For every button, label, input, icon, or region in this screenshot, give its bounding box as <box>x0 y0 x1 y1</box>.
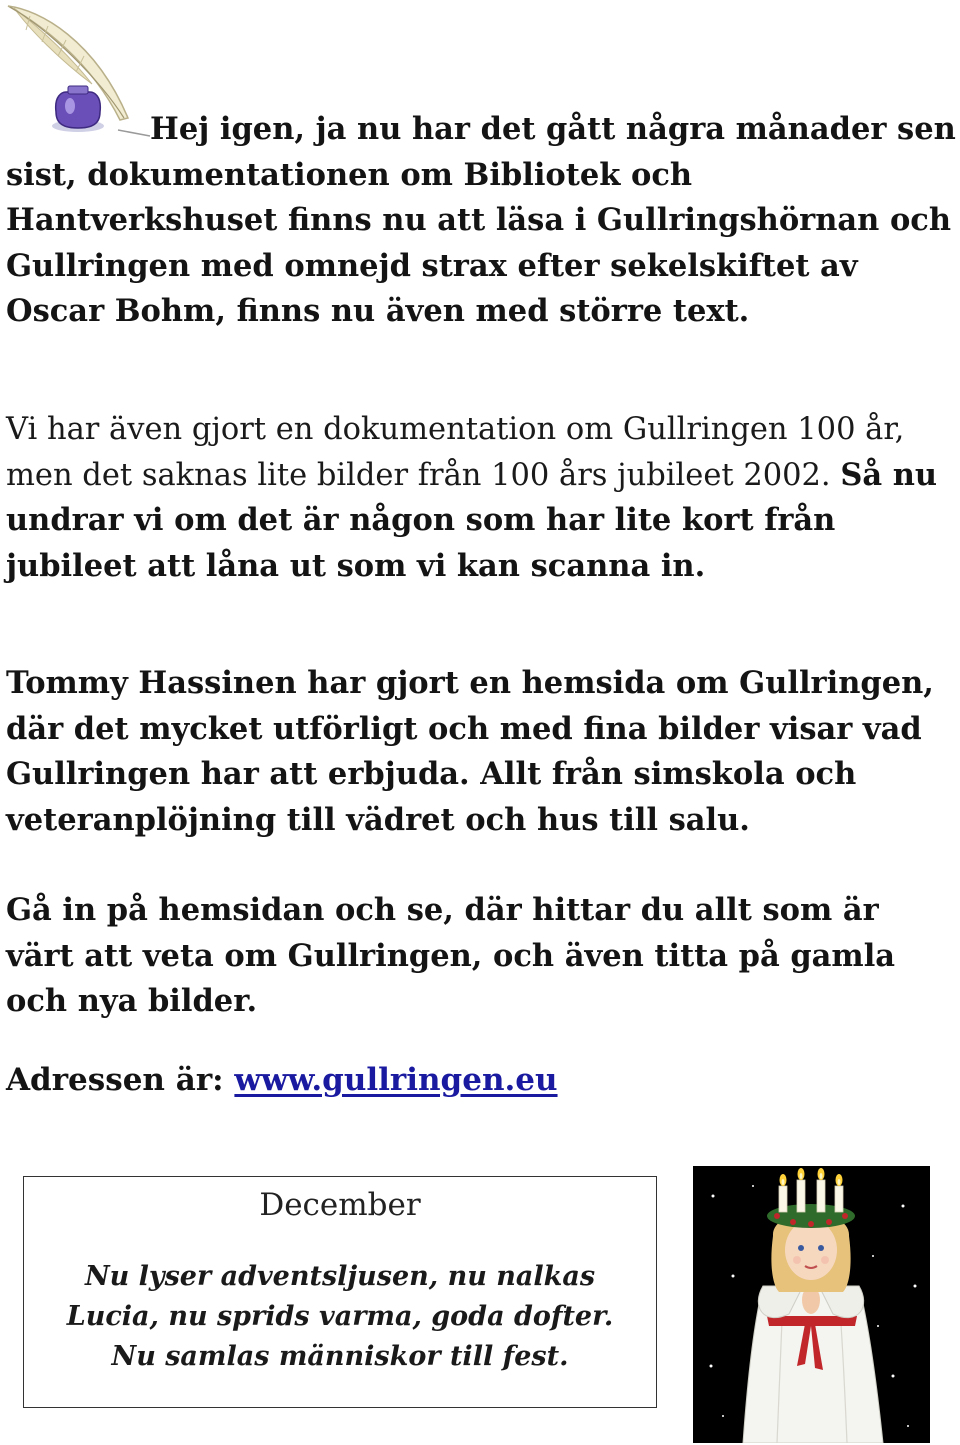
photo-request-text: Vi har även gjort en dokumentation om Gullringen 100 år, men det saknas lite bilder från 100 års jubileet 2002. <box>6 412 905 493</box>
december-poem <box>34 1257 646 1377</box>
poem-line: Nu samlas människor till fest. <box>111 1341 569 1372</box>
photo-request-paragraph <box>6 407 956 589</box>
address-line <box>6 1058 558 1103</box>
visit-paragraph: Gå in på hemsidan och se, där hittar du allt som är värt att veta om Gullringen, och även titta på gamla och nya bilder. <box>6 892 896 1019</box>
lucia-girl-illustration <box>693 1166 930 1443</box>
website-paragraph: Tommy Hassinen har gjort en hemsida om Gullringen, där det mycket utförligt och med fina bilder visar vad Gullringen har att erbjuda. Allt från simskola och veteranplöjning till vädret och hus till salu. <box>6 665 934 838</box>
intro-paragraph: Hej igen, ja nu har det gått några månader sen sist, dokumentationen om Bibliotek och Hantverkshuset finns nu att läsa i Gullringshörnan och Gullringen med omnejd strax efter sekelskiftet av Oscar Bohm, finns nu även med större text. <box>6 111 956 329</box>
poem-line: Nu lyser adventsljusen, nu nalkas <box>84 1261 596 1292</box>
photo-request-bold-text: Så nu undrar vi om det är någon som har lite kort från jubileet att låna ut som vi kan scanna in. <box>6 456 938 584</box>
december-title: December <box>259 1187 421 1223</box>
address-label: Adressen är: <box>6 1062 235 1098</box>
website-link[interactable]: www.gullringen.eu <box>234 1062 558 1098</box>
december-box <box>23 1176 657 1408</box>
poem-line: Lucia, nu sprids varma, goda dofter. <box>66 1301 614 1332</box>
